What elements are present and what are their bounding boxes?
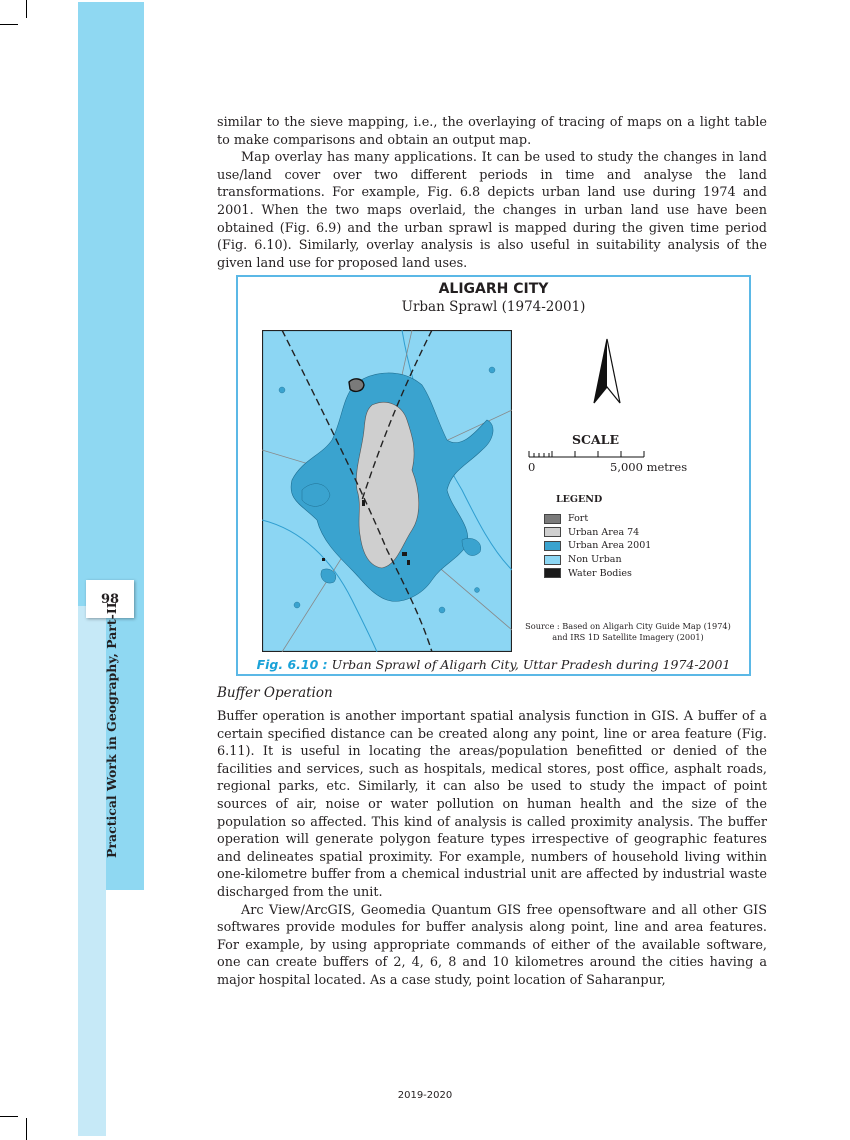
page-number: 98 xyxy=(86,580,134,618)
paragraph: similar to the sieve mapping, i.e., the overlaying of tracing of maps on a light table to make comparisons and obtain an output map. xyxy=(217,115,767,148)
legend-item xyxy=(544,526,651,540)
urban-sprawl-map xyxy=(262,330,512,652)
figure-caption xyxy=(238,657,749,672)
legend-label: Water Bodies xyxy=(568,567,632,579)
scale-bar xyxy=(528,449,648,459)
legend-item xyxy=(544,539,651,553)
scale-distance-label: 5,000 metres xyxy=(610,460,688,474)
paragraph: Arc View/ArcGIS, Geomedia Quantum GIS free opensoftware and all other GIS softwares provide modules for buffer analysis along point, line and area features. For example, by using appropriate commands of either of the available software, one can create buffers of 2, 4, 6, 8 and 10 kilometres around the cities having a major hospital located. As a case study, point location of Saharanpur, xyxy=(217,902,767,988)
side-band-light xyxy=(78,606,106,1136)
section-heading: Buffer Operation xyxy=(217,685,333,701)
figure-title: ALIGARH CITY xyxy=(438,281,549,297)
crop-mark xyxy=(26,0,27,18)
north-arrow-icon xyxy=(592,337,622,407)
legend-item xyxy=(544,512,651,526)
crop-mark xyxy=(0,24,18,25)
caption-text: Urban Sprawl of Aligarh City, Uttar Pradesh during 1974-2001 xyxy=(331,657,731,672)
body-text-top xyxy=(217,114,767,272)
source-line: Source : Based on Aligarh City Guide Map (1974) xyxy=(525,621,731,631)
legend-label: Urban Area 2001 xyxy=(568,540,652,552)
legend-swatch xyxy=(544,514,561,524)
paragraph: Map overlay has many applications. It can be used to study the changes in land use/land cover over two different periods in time and analyse the land transformations. For example, Fig. 6.8 depicts urban land use during 1974 and 2001. When the two maps overlaid, the changes in urban land use have been obtained (Fig. 6.9) and the urban sprawl is mapped during the given time period (Fig. 6.10). Similarly, overlay analysis is also useful in suitability analysis of the given land use for proposed land uses. xyxy=(217,150,767,271)
legend-swatch xyxy=(544,568,561,578)
caption-label: Fig. 6.10 : xyxy=(256,657,328,672)
legend-title: LEGEND xyxy=(556,494,603,505)
source-line: and IRS 1D Satellite Imagery (2001) xyxy=(552,631,704,642)
legend-swatch xyxy=(544,555,561,565)
scale-title: SCALE xyxy=(572,432,619,447)
legend-label: Fort xyxy=(568,513,589,525)
legend-item xyxy=(544,553,651,567)
paragraph: Buffer operation is another important spatial analysis function in GIS. A buffer of a certain specified distance can be created along any point, line or area feature (Fig. 6.11). It is useful in locating the areas/population benefitted or denied of the facilities and services, such as hospitals, medical stores, post office, asphalt roads, regional parks, etc. Similarly, it can also be used to study the impact of point sources of air, noise or water pollution on human health and the size of the population so affected. This kind of analysis is called proximity analysis. The buffer operation will generate polygon feature types irrespective of geographic features and delineates spatial proximity. For example, numbers of household living within one-kilometre buffer from a chemical industrial unit are affected by industrial waste discharged from the unit. xyxy=(217,709,767,900)
legend-swatch xyxy=(544,541,561,551)
crop-mark xyxy=(0,1116,18,1117)
scale-zero-label: 0 xyxy=(528,460,536,474)
running-title: Practical Work in Geography, Part-II xyxy=(104,602,119,858)
figure-source xyxy=(518,621,738,642)
legend-label: Non Urban xyxy=(568,554,622,566)
legend-swatch xyxy=(544,527,561,537)
legend-label: Urban Area 74 xyxy=(568,526,640,538)
crop-mark xyxy=(26,1118,27,1140)
body-text-bottom xyxy=(217,708,767,990)
figure-subtitle: Urban Sprawl (1974-2001) xyxy=(401,299,586,315)
legend xyxy=(544,512,651,580)
footer-year: 2019-2020 xyxy=(397,1090,453,1101)
figure-frame xyxy=(236,275,751,676)
legend-item xyxy=(544,566,651,580)
